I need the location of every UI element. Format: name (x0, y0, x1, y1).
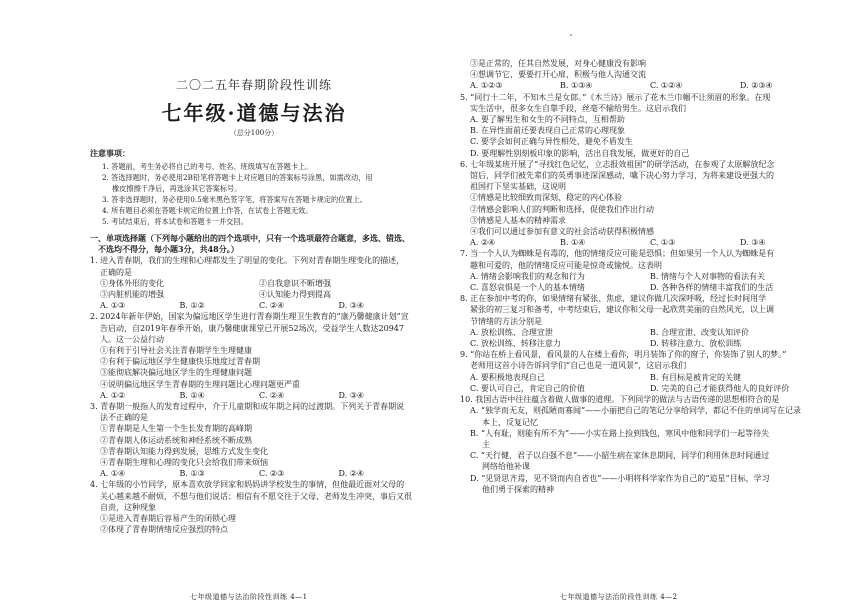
item: ③青春期认知能力得到发展，思维方式发生变化 (100, 446, 268, 456)
question-6-stem: 馆后，同学们被先辈们的英勇事迹深深感动，噙下决心努力学习，为将来建设更强大的 (470, 171, 774, 181)
choice: D. 转移注意力、放松训练 (650, 339, 742, 349)
notice-item: 4. 所有题目必须在答题卡规定的位置上作答，在试卷上答题无效。 (102, 206, 313, 215)
question-9-stem: 9. “你站在桥上看风景，看风景的人在楼上看你，明月装饰了你的窗子，你装饰了别人的梦。” (460, 350, 787, 360)
choice: B. 有目标是被肯定的关键 (650, 372, 741, 382)
choice: D. ③④ (338, 390, 365, 400)
choice-cont: 网络给他补课 (482, 462, 530, 472)
page-right (430, 0, 860, 608)
notice-item: 2. 答选择题时，务必使用2B铅笔将答题卡上对应题目的答案标号涂黑，如需改动，用 (102, 173, 373, 182)
page-footer: 七年级道德与法治阶段性训练 4—2 (560, 593, 678, 601)
question-8-stem: 8. 正在参加中考的你，如果情绪有紧张、焦虑，建议你做几次深呼吸，经过长时间用学 (460, 294, 767, 304)
item: ②自我意识不断增强 (259, 278, 331, 288)
choice: C. ②③ (259, 469, 285, 479)
question-1-choices (90, 300, 418, 311)
exam-title: 二〇二五年春期阶段性训练 (175, 78, 332, 92)
item: ④想调节它，要要打开心扉，积极与他人沟通交流 (470, 70, 646, 80)
item: ④说明偏远地区学生青春期的生理问题比心理问题更严重 (100, 379, 300, 389)
item: ②体现了青春期情绪反应强烈的特点 (100, 525, 228, 535)
notice-item: 3. 答非选择题时，务必使用0.5毫米黑色签字笔，将答案写在答题卡规定的位置上。 (102, 195, 367, 204)
item: ③情感是人基本的精神需求 (470, 215, 566, 225)
choice-cont: 他们勇于探索的精神 (482, 484, 554, 494)
choice: B. 合理宣泄、改变认知评价 (650, 327, 749, 337)
choice: A. ①② (100, 390, 126, 400)
question-6-stem: 6. 七年级某班开展了“寻找红色记忆，立志报效祖国”的研学活动，在参观了太原解放纪念 (460, 159, 775, 169)
question-4-stem: 自责，这种现象 (100, 502, 156, 512)
question-2-stem: 告启动，自2019年春季开始，康乃馨健康课堂已开展52场次，受益学生人数达20947 (100, 323, 404, 333)
choice: D. ②③④ (740, 81, 773, 91)
choice: B. ①② (179, 301, 205, 311)
question-7-stem: 7. 当一个人认为蜘蛛是有毒的，他的情绪反应可能是恐惧；但如果另一个人认为蜘蛛是有 (460, 249, 775, 259)
item: ④青春期生理和心理的变化只会给我们带来烦恼 (100, 458, 268, 468)
item: ②有利于偏远地区学生健康快乐地度过青春期 (100, 357, 260, 367)
choice: D. ②④ (338, 469, 365, 479)
question-8-choices (460, 338, 830, 349)
question-7-choices (460, 271, 830, 282)
question-3-choices (90, 468, 418, 479)
choice: D. 要理解性别刻板印象的影响，活出自我发展，做更好的自己 (470, 148, 690, 158)
question-2-stem: 人。这一公益行动 (100, 334, 164, 344)
choice: A. 情绪会影响我们的观念和行为 (470, 271, 585, 281)
choice: B. ①③ (179, 469, 205, 479)
item: ②青春期人体运动系统和神经系统不断成熟 (100, 435, 252, 445)
item: ③是正常的，任其自然发展，对身心健康没有影响 (470, 59, 646, 68)
item: ②情感会影响人们的判断和选择，促使我们作出行动 (470, 204, 654, 214)
item: ③能彻底解决偏远地区学生的生理健康问题 (100, 368, 252, 378)
question-5-stem: 5. “同行十二年，不知木兰是女郎。”《木兰诗》展示了花木兰巾帼不让须眉的形象。在现 (460, 92, 771, 102)
question-2-stem: 2. 2024年新年伊始，国家为偏远地区学生进行青春期生理卫生教育的“康乃馨健康计划”宣 (90, 312, 409, 322)
question-5-stem: 实生活中，很多女生自靠手段，丝毫不输给男生。这启示我们 (470, 103, 686, 113)
choice: B. “人有耻，则能有所不为”——小实在路上捡到钱包，寒风中他和同学们一起等待失 (470, 428, 770, 438)
choice: C. “天行健，君子以自强不息”——小韶生病在家休息期间，同学们利用休息时间通过 (470, 451, 770, 461)
question-7-stem: 趣和可爱的，他的情绪反应可能是惊奇或愉悦。这表明 (470, 260, 662, 270)
choice: B. 情绪与个人对事物的看法有关 (650, 271, 765, 281)
notice-item: 5. 考试结束后，将本试卷和答题卡一并交回。 (102, 217, 248, 226)
choice: C. ②④ (259, 390, 285, 400)
item: ①有利于引导社会关注青春期学生生理健康 (100, 346, 252, 356)
question-4-choices (460, 80, 830, 91)
choice: D. “见贤思齐焉，见不贤而内自省也”——小明将科学家作为自己的“追星”目标，学习 (470, 473, 770, 483)
choice-cont: 本上，反复记忆 (482, 417, 538, 427)
choice: D. ③④ (740, 238, 766, 248)
notice-item: 1. 答题前，考生务必将自己的考号、姓名、班级填写在答题卡上。 (102, 162, 313, 171)
choice: D. ③④ (338, 301, 365, 311)
item: ①是进入青春期后容易产生的闭锁心理 (100, 514, 236, 524)
total-score: （总分100分） (229, 129, 279, 137)
question-4-stem: 关心越来越不耐烦，不想与他们说话；相信有不愿交往于父母、老师发生冲突，事后又很 (100, 491, 412, 501)
item: ④我们可以通过参加有意义的社会活动获得积极情感 (470, 227, 654, 237)
question-3-stem: 法不正确的是 (100, 413, 148, 423)
question-4-stem: 4. 七年级的小竹同学，原本喜欢放学回家和妈妈讲学校发生的事情，但他最近面对父母的 (90, 480, 405, 490)
notice-heading: 注意事项： (90, 148, 130, 158)
question-8-stem: 节情绪的方法分别是 (470, 316, 542, 326)
question-6-choices (460, 237, 830, 248)
choice: B. ①③④ (560, 81, 593, 91)
question-8-choices (460, 327, 830, 338)
item: ④认知能力得到提高 (259, 290, 331, 300)
item: ①情感是比较细致而深刻、稳定的内心体验 (470, 193, 622, 203)
question-1-items (90, 289, 418, 300)
choice: C. ①②④ (650, 81, 683, 91)
choice: C. ①③ (650, 238, 676, 248)
item: ③内脏机能的增强 (100, 290, 164, 300)
choice: A. 放松训练、合理宣泄 (470, 327, 553, 337)
choice: C. ②④ (259, 301, 285, 311)
question-9-stem: 老师用这首小诗告诉同学们“自己也是一道风景”，这启示我们 (470, 361, 687, 371)
choice: A. 要积极地表现自己 (470, 372, 545, 382)
choice: C. 要认可自己，肯定自己的价值 (470, 383, 585, 393)
question-7-choices (460, 282, 830, 293)
notice-item: 橡皮擦擦干净后，再选涂其它答案标号。 (112, 184, 242, 193)
item: ①青春期是人生第一个生长发育期的高峰期 (100, 424, 252, 434)
choice: A. “独学而无友，则孤陋而寡闻”——小丽把自己的笔记分享给同学，都记不住的单词写在记录 (470, 406, 802, 416)
choice: B. ①④ (560, 238, 586, 248)
choice: A. ①②③ (470, 81, 503, 91)
choice-cont: 主 (482, 439, 490, 449)
question-1-stem: 1. 进入青春期，我们的生理和心理都发生了明显的变化。下列对青春期生理变化的描述， (90, 256, 405, 266)
section-heading-cont: 不选均不得分，每小题3分，共48分。） (98, 244, 239, 255)
choice: C. 放松训练、转移注意力 (470, 339, 561, 349)
choice: A. 要了解男生和女生的不同特点，互相帮助 (470, 115, 625, 125)
choice: C. 喜怒哀惧是一个人的基本情绪 (470, 283, 585, 293)
section-heading: 一、单项选择题（下列每小题给出的四个选项中，只有一个选项最符合题意，多选、错选、 (90, 233, 410, 243)
choice: B. 在异性面前还要表现自己正常的心理现象 (470, 126, 625, 136)
choice: D. 各种各样的情绪丰富我们的生活 (650, 283, 774, 293)
item: ①身体外形的变化 (100, 278, 164, 288)
subject-title: 七年级·道德与法治 (161, 101, 347, 125)
page-footer: 七年级道德与法治阶段性训练 4—1 (190, 593, 308, 601)
choice: D. 完美的自己才能获得他人的良好评价 (650, 383, 790, 393)
choice: A. ②④ (470, 238, 496, 248)
question-3-stem: 3. 青春期一般指人的发育过程中，介于儿童期和成年期之间的过渡期。下列关于青春期说 (90, 402, 405, 412)
question-1-stem: 正确的是 (100, 267, 132, 277)
question-6-stem: 祖国打下坚实基础，这说明 (470, 182, 566, 192)
choice: A. ①③ (100, 301, 126, 311)
question-1-items (90, 278, 418, 289)
choice: B. ①④ (179, 390, 205, 400)
question-10-stem: 10. 我国古语中往往蕴含着做人做事的道理。下列同学的做法与古语传递的思想相符合的是 (460, 395, 780, 405)
question-2-choices (90, 390, 418, 401)
question-8-stem: 紧张的初三复习和备考，中考结束后，建议你和父母一起欣赏美丽的自然风光，以上调 (470, 305, 774, 315)
notice-list (90, 161, 418, 227)
choice: C. 要学会如何正确与异性相处，避免不盾发生 (470, 137, 633, 147)
choice: A. ①④ (100, 469, 126, 479)
question-9-choices (460, 372, 830, 383)
question-9-choices (460, 383, 830, 394)
